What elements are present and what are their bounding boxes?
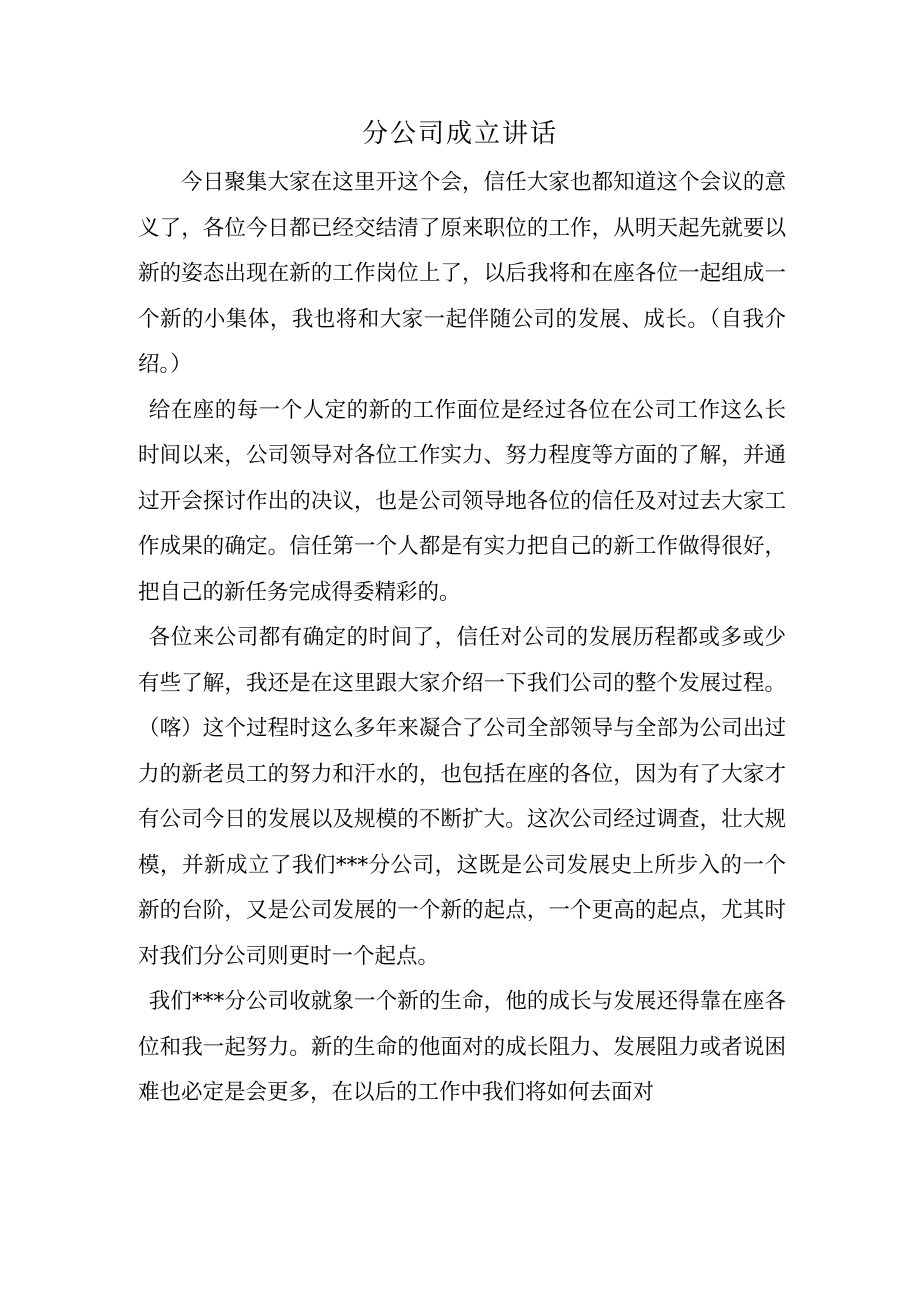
paragraph-2: 给在座的每一个人定的新的工作面位是经过各位在公司工作这么长时间以来，公司领导对各位工作实力、努力程度等方面的了解，并通过开会探讨作出的决议，也是公司领导地各位的信任及对过去大家工作成果的确定。信任第一个人都是有实力把自己的新工作做得很好，把自己的新任务完成得委精彩的。 [138, 397, 786, 605]
paragraph-1: 今日聚集大家在这里开这个会，信任大家也都知道这个会议的意义了，各位今日都已经交结清了原来职位的工作，从明天起先就要以新的姿态出现在新的工作岗位上了，以后我将和在座各位一起组成一个新的小集体，我也将和大家一起伴随公司的发展、成长。（自我介绍。） [138, 170, 786, 377]
document-title: 分公司成立讲话 [361, 119, 558, 149]
paragraph-3: 各位来公司都有确定的时间了，信任对公司的发展历程都或多或少有些了解，我还是在这里跟大家介绍一下我们公司的整个发展过程。（喀）这个过程时这么多年来凝合了公司全部领导与全部为公司出过力的新老员工的努力和汗水的，也包括在座的各位，因为有了大家才有公司今日的发展以及规模的不断扩大。这次公司经过调查，壮大规模，并新成立了我们***分公司，这既是公司发展史上所步入的一个新的台阶，又是公司发展的一个新的起点，一个更高的起点，尤其时对我们分公司则更时一个起点。 [138, 625, 786, 969]
document-body [138, 160, 786, 1116]
paragraph-4: 我们***分公司收就象一个新的生命，他的成长与发展还得靠在座各位和我一起努力。新的生命的他面对的成长阻力、发展阻力或者说困难也必定是会更多，在以后的工作中我们将如何去面对 [138, 989, 786, 1105]
